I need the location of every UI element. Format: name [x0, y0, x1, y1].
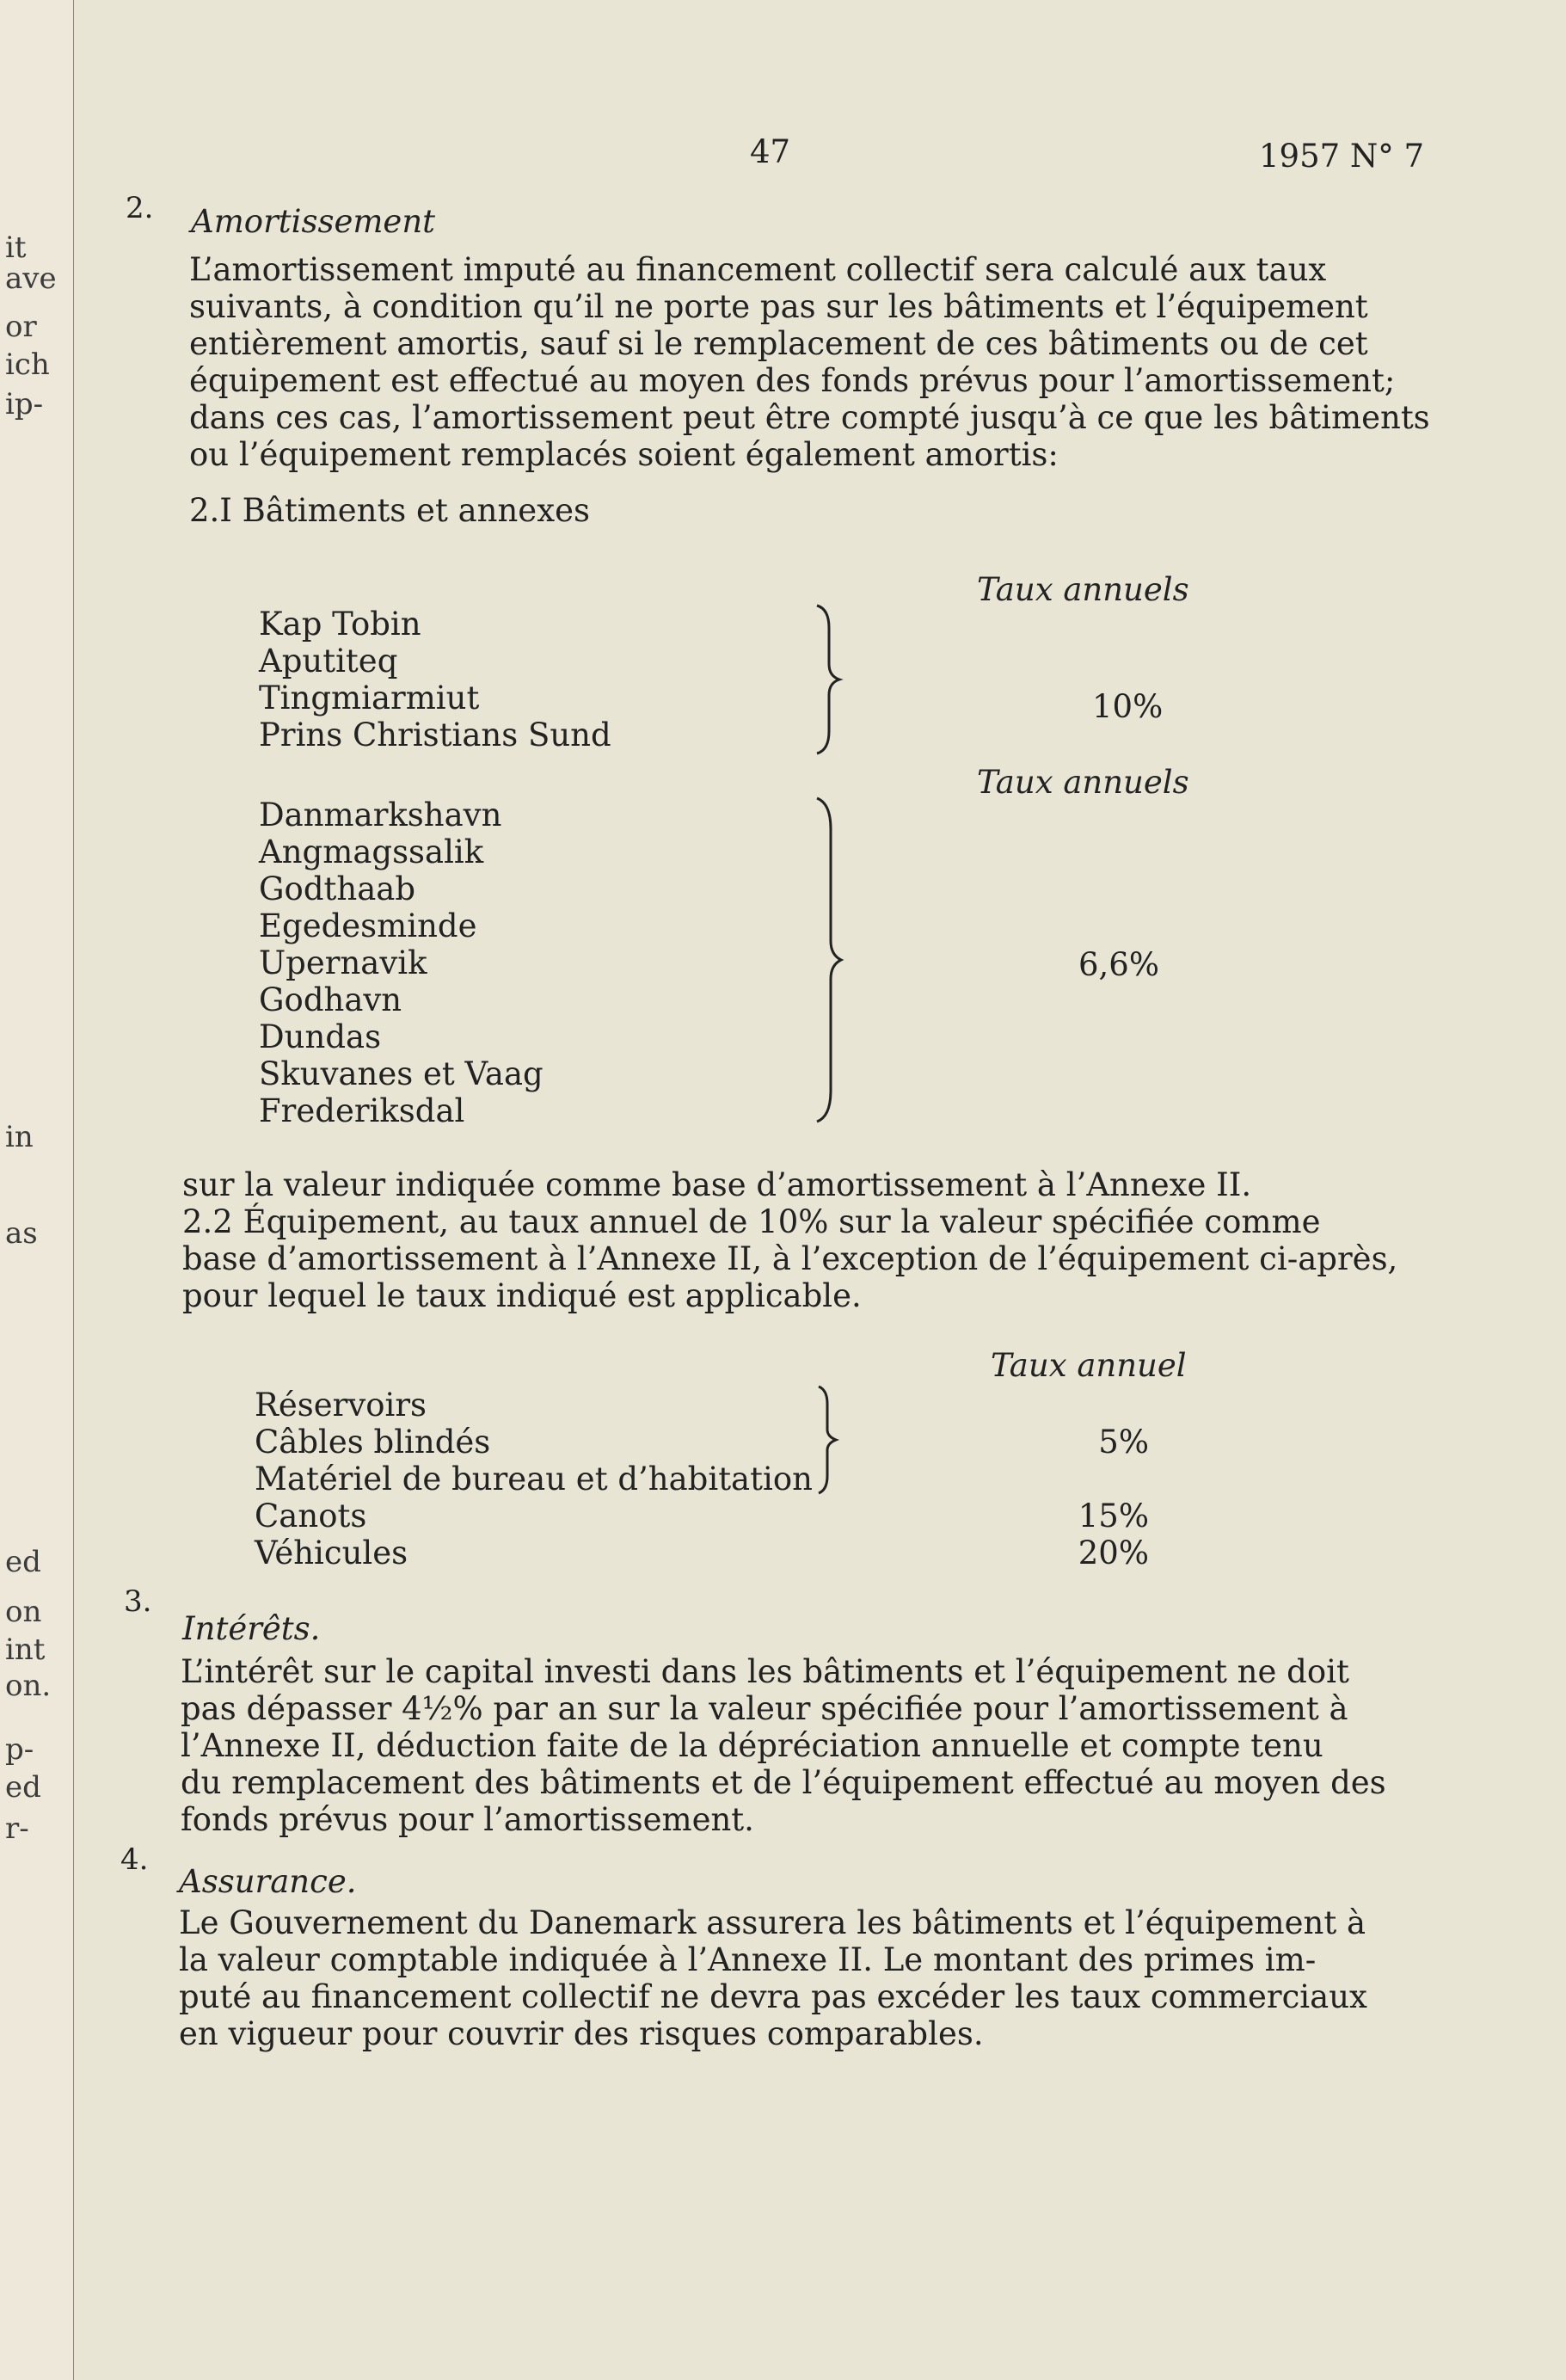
- rate-cell: [1063, 1387, 1149, 1424]
- right-brace-icon: [812, 602, 846, 757]
- margin-fragment: ed: [5, 1545, 41, 1579]
- margin-fragment: on.: [5, 1669, 52, 1703]
- list-item: Angmagssalik: [259, 833, 484, 870]
- paragraph-line: la valeur comptable indiquée à l’Annexe II. Le montant des primes im-: [179, 1941, 1317, 1978]
- list-item: Dundas: [259, 1018, 382, 1055]
- list-item: Kap Tobin: [259, 606, 421, 643]
- paragraph-line: ou l’équipement remplacés soient également amortis:: [189, 436, 1059, 473]
- list-item: Danmarkshavn: [259, 796, 502, 833]
- list-item: Matériel de bureau et d’habitation: [255, 1461, 813, 1497]
- paragraph: [179, 1904, 1367, 2052]
- list-item: Prins Christians Sund: [259, 716, 611, 753]
- list-item: Aputiteq: [259, 643, 398, 680]
- page-number: 47: [750, 133, 791, 170]
- right-brace-icon: [812, 795, 846, 1125]
- margin-fragment: in: [5, 1120, 34, 1154]
- right-brace-icon: [815, 1383, 841, 1497]
- list-item: Egedesminde: [259, 907, 477, 944]
- section-heading: Intérêts.: [182, 1610, 321, 1647]
- paragraph: [189, 251, 1430, 473]
- list-item: Skuvanes et Vaag: [259, 1055, 543, 1092]
- document-page: [74, 0, 1566, 2380]
- section-number: 2.: [126, 191, 154, 225]
- rate-header: Taux annuels: [977, 571, 1189, 608]
- place-list: [259, 796, 543, 1129]
- paragraph-line: Le Gouvernement du Danemark assurera les bâtiments et l’équipement à: [179, 1904, 1366, 1941]
- paragraph-line: entièrement amortis, sauf si le remplacement de ces bâtiments ou de cet: [189, 325, 1368, 362]
- paragraph-line: L’intérêt sur le capital investi dans les bâtiments et l’équipement ne doit: [181, 1653, 1349, 1690]
- paragraph-line: en vigueur pour couvrir des risques comparables.: [179, 2015, 984, 2052]
- paragraph-line: du remplacement des bâtiments et de l’équipement effectué au moyen des: [181, 1764, 1386, 1801]
- document-reference: 1957 N° 7: [1259, 138, 1425, 175]
- rate-column: [1063, 1387, 1149, 1571]
- paragraph-line: sur la valeur indiquée comme base d’amortissement à l’Annexe II.: [182, 1166, 1252, 1203]
- place-list: [259, 606, 611, 753]
- paragraph-line: fonds prévus pour l’amortissement.: [181, 1801, 754, 1838]
- margin-fragment: ed: [5, 1770, 41, 1805]
- list-item: Véhicules: [255, 1534, 408, 1571]
- subsection-title: 2.I Bâtiments et annexes: [189, 492, 590, 529]
- section-heading: Amortissement: [191, 203, 436, 240]
- margin-fragment: p-: [5, 1732, 34, 1767]
- rate-header: Taux annuel: [991, 1347, 1187, 1384]
- rate-cell: 20%: [1078, 1534, 1149, 1571]
- margin-fragment: it: [5, 231, 27, 265]
- paragraph: [182, 1166, 1397, 1314]
- paragraph-line: l’Annexe II, déduction faite de la dépréciation annuelle et compte tenu: [181, 1727, 1323, 1764]
- rate-cell: [1063, 1461, 1149, 1497]
- rate-cell: 15%: [1078, 1497, 1149, 1534]
- paragraph-line: pas dépasser 4½% par an sur la valeur spécifiée pour l’amortissement à: [181, 1690, 1348, 1727]
- list-item: Frederiksdal: [259, 1092, 465, 1129]
- margin-fragment: int: [5, 1633, 46, 1667]
- adjacent-page-edge: [0, 0, 75, 2380]
- list-item: Godhavn: [259, 981, 402, 1018]
- rate-header: Taux annuels: [977, 764, 1189, 801]
- rate-value: 10%: [1092, 688, 1164, 725]
- margin-fragment: r-: [5, 1811, 29, 1846]
- list-item: Canots: [255, 1497, 367, 1534]
- rate-value: 6,6%: [1078, 946, 1159, 983]
- margin-fragment: ave: [5, 261, 57, 296]
- margin-fragment: as: [5, 1216, 38, 1251]
- list-item: Upernavik: [259, 944, 427, 981]
- list-item: Réservoirs: [255, 1387, 427, 1424]
- section-number: 4.: [120, 1842, 149, 1877]
- margin-fragment: ip-: [5, 387, 44, 421]
- margin-fragment: or: [5, 310, 37, 344]
- section-number: 3.: [124, 1584, 152, 1619]
- paragraph-line: L’amortissement imputé au financement collectif sera calculé aux taux: [189, 251, 1327, 288]
- list-item: Godthaab: [259, 870, 416, 907]
- rate-cell: 5%: [1098, 1424, 1149, 1461]
- paragraph-line: base d’amortissement à l’Annexe II, à l’exception de l’équipement ci-après,: [182, 1240, 1398, 1277]
- paragraph-line: 2.2 Équipement, au taux annuel de 10% sur la valeur spécifiée comme: [182, 1203, 1321, 1240]
- paragraph-line: puté au financement collectif ne devra pas excéder les taux commerciaux: [179, 1978, 1367, 2015]
- paragraph-line: suivants, à condition qu’il ne porte pas sur les bâtiments et l’équipement: [189, 288, 1368, 325]
- section-heading: Assurance.: [179, 1863, 357, 1900]
- margin-fragment: ich: [5, 347, 50, 382]
- margin-fragment: on: [5, 1595, 42, 1629]
- list-item: Tingmiarmiut: [259, 680, 480, 716]
- list-item: Câbles blindés: [255, 1424, 491, 1461]
- paragraph-line: pour lequel le taux indiqué est applicable.: [182, 1277, 862, 1314]
- equipment-list: [255, 1387, 813, 1571]
- paragraph-line: équipement est effectué au moyen des fonds prévus pour l’amortissement;: [189, 362, 1396, 399]
- paragraph-line: dans ces cas, l’amortissement peut être compté jusqu’à ce que les bâtiments: [189, 399, 1430, 436]
- paragraph: [181, 1653, 1386, 1838]
